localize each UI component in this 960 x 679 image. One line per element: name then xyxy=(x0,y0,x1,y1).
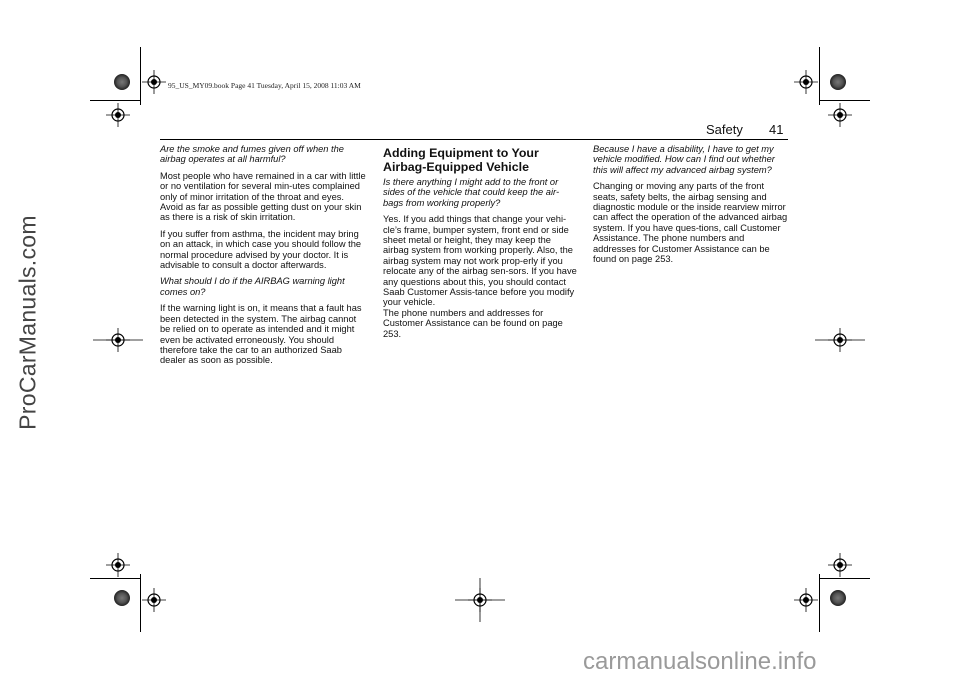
paragraph: Yes. If you add things that change your vehi-cle’s frame, bumper system, front end or side sheet metal or height, they may keep the airbag system from working properly. Also, the airbag system may not work prop-erly if you relocate any of the airbag sen-sors. If you have any questions about this, you should contact Saab Customer Assis-tance before you modify your vehicle. xyxy=(383,214,577,308)
color-bar-dot xyxy=(114,590,130,606)
side-watermark: ProCarManuals.com xyxy=(14,215,41,430)
question: Is there anything I might add to the front or sides of the vehicle that could keep the air-bags from working properly? xyxy=(383,177,560,208)
question: What should I do if the AIRBAG warning light comes on? xyxy=(160,276,345,297)
section-title: Safety xyxy=(706,122,743,137)
paragraph: Changing or moving any parts of the front seats, safety belts, the airbag sensing and diagnostic module or the inside rearview mirror can affect the operation of the advanced airbag system. If you have ques-tions, call Customer Assistance. The phone numbers and addresses for Customer Assistance can be found on page 253. xyxy=(593,181,788,265)
header-rule xyxy=(160,139,788,140)
page-number: 41 xyxy=(769,122,784,137)
paragraph: If you suffer from asthma, the incident may bring on an attack, in which case you should follow the normal procedure advised by your doctor. It is advisable to consult a doctor afterwards. xyxy=(160,228,362,271)
question: Because I have a disability, I have to get my vehicle modified. How can I find out whether this will affect my advanced airbag system? xyxy=(593,144,775,175)
column-2 xyxy=(383,144,579,345)
column-1 xyxy=(160,144,368,372)
color-bar-dot xyxy=(830,590,846,606)
bottom-watermark: carmanualsonline.info xyxy=(583,648,817,675)
print-info: 95_US_MY09.book Page 41 Tuesday, April 15, 2008 11:03 AM xyxy=(168,81,361,90)
paragraph: If the warning light is on, it means that a fault has been detected in the system. The airbag cannot be relied on to operate as intended and it might even be activated erroneously. You should therefore take the car to an authorized Saab dealer as soon as possible. xyxy=(160,303,362,366)
color-bar-dot xyxy=(830,74,846,90)
section-heading: Adding Equipment to Your Airbag-Equipped Vehicle xyxy=(383,146,539,174)
paragraph: The phone numbers and addresses for Customer Assistance can be found on page 253. xyxy=(383,307,563,339)
color-bar-dot xyxy=(114,74,130,90)
column-3 xyxy=(593,144,788,270)
question: Are the smoke and fumes given off when the airbag operates at all harmful? xyxy=(160,144,344,165)
paragraph: Most people who have remained in a car with little or no ventilation for several min-utes complained only of minor irritation of the throat and eyes. Avoid as far as possible getting dust on your skin as there is a risk of skin irritation. xyxy=(160,170,366,223)
